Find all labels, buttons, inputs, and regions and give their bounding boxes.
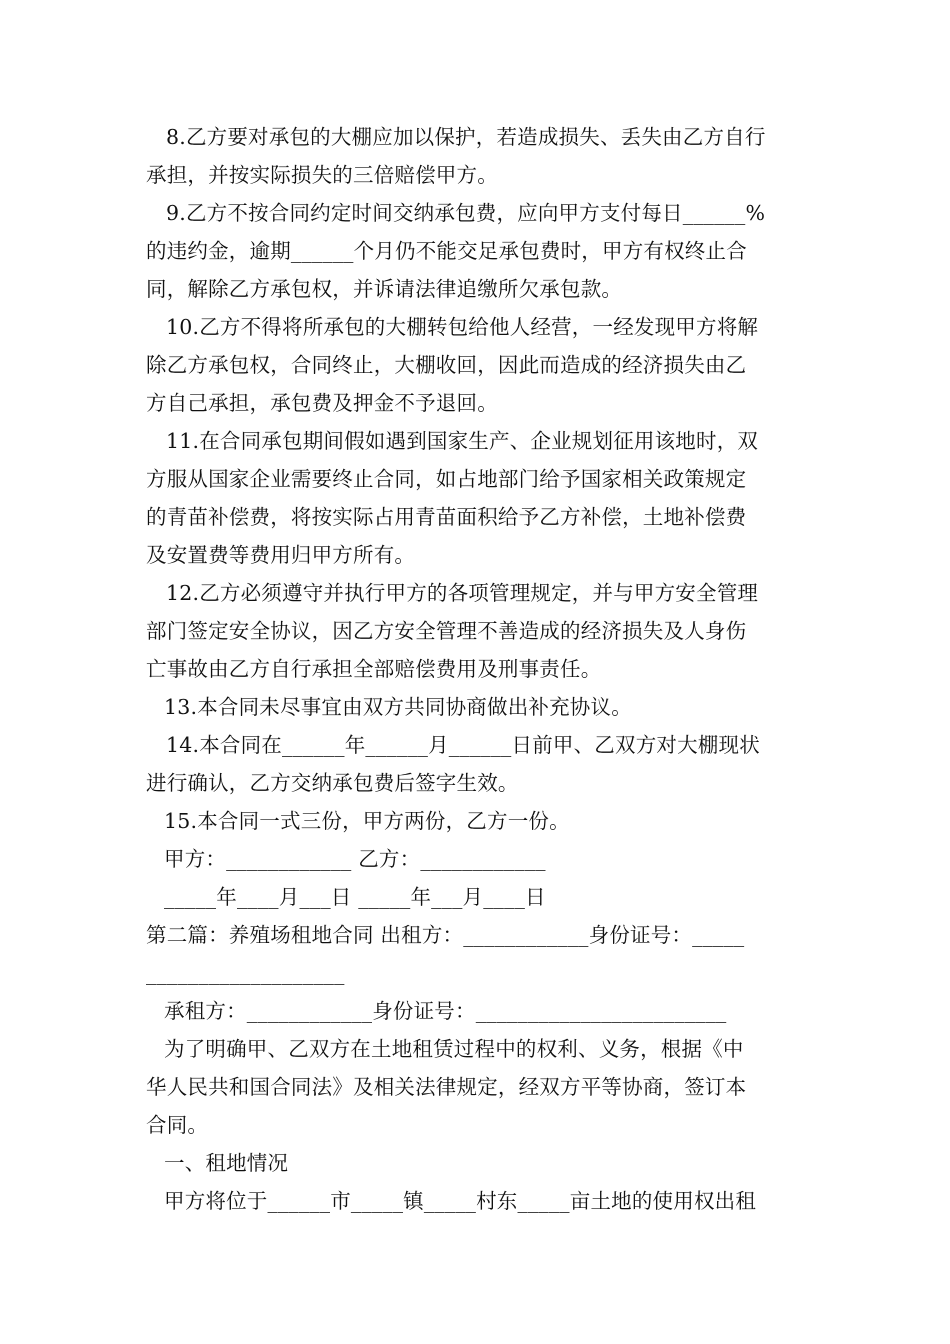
- signature-dates-line: _____年____月___日 _____年___月____日: [164, 885, 546, 909]
- clause-12-line-3: 亡事故由乙方自行承担全部赔偿费用及刑事责任。: [146, 657, 602, 681]
- clause-10-line-1: 10.乙方不得将所承包的大棚转包给他人经营，一经发现甲方将解: [166, 315, 759, 339]
- clause-8-line-2: 承担，并按实际损失的三倍赔偿甲方。: [146, 163, 498, 187]
- clause-10-line-3: 方自己承担，承包费及押金不予退回。: [146, 391, 498, 415]
- clause-14-line-2: 进行确认，乙方交纳承包费后签字生效。: [146, 771, 519, 795]
- clause-11-line-4: 及安置费等费用归甲方所有。: [146, 543, 416, 567]
- clause-9-line-1: 9.乙方不按合同约定时间交纳承包费，应向甲方支付每日______%: [166, 201, 766, 225]
- clause-11-line-1: 11.在合同承包期间假如遇到国家生产、企业规划征用该地时，双: [166, 429, 759, 453]
- clause-11-line-2: 方服从国家企业需要终止合同，如占地部门给予国家相关政策规定: [146, 467, 747, 491]
- section-heading-land: 一、租地情况: [164, 1151, 289, 1175]
- preamble-line-2: 华人民共和国合同法》及相关法律规定，经双方平等协商，签订本: [146, 1075, 747, 1099]
- lessee-line: 承租方：____________身份证号：________________________: [164, 999, 727, 1023]
- part-two-heading-line: 第二篇：养殖场租地合同 出租方：____________身份证号：_____: [146, 923, 745, 947]
- clause-11-line-3: 的青苗补偿费，将按实际占用青苗面积给予乙方补偿，土地补偿费: [146, 505, 747, 529]
- clause-12-line-2: 部门签定安全协议，因乙方安全管理不善造成的经济损失及人身伤: [146, 619, 747, 643]
- clause-10-line-2: 除乙方承包权，合同终止，大棚收回，因此而造成的经济损失由乙: [146, 353, 747, 377]
- signature-parties-line: 甲方：____________ 乙方：____________: [164, 847, 546, 871]
- id-number-continuation-line: ___________________: [146, 961, 345, 985]
- clause-9-line-2: 的违约金，逾期______个月仍不能交足承包费时，甲方有权终止合: [146, 239, 747, 263]
- clause-8-line-1: 8.乙方要对承包的大棚应加以保护，若造成损失、丢失由乙方自行: [166, 125, 766, 149]
- preamble-line-3: 合同。: [146, 1113, 209, 1137]
- clause-13-line-1: 13.本合同未尽事宜由双方共同协商做出补充协议。: [164, 695, 632, 719]
- preamble-line-1: 为了明确甲、乙双方在土地租赁过程中的权利、义务，根据《中: [164, 1037, 744, 1061]
- clause-15-line-1: 15.本合同一式三份，甲方两份，乙方一份。: [164, 809, 570, 833]
- clause-14-line-1: 14.本合同在______年______月______日前甲、乙双方对大棚现状: [166, 733, 760, 757]
- land-description-line-1: 甲方将位于______市_____镇_____村东_____亩土地的使用权出租: [164, 1189, 757, 1213]
- clause-12-line-1: 12.乙方必须遵守并执行甲方的各项管理规定，并与甲方安全管理: [166, 581, 759, 605]
- clause-9-line-3: 同，解除乙方承包权，并诉请法律追缴所欠承包款。: [146, 277, 623, 301]
